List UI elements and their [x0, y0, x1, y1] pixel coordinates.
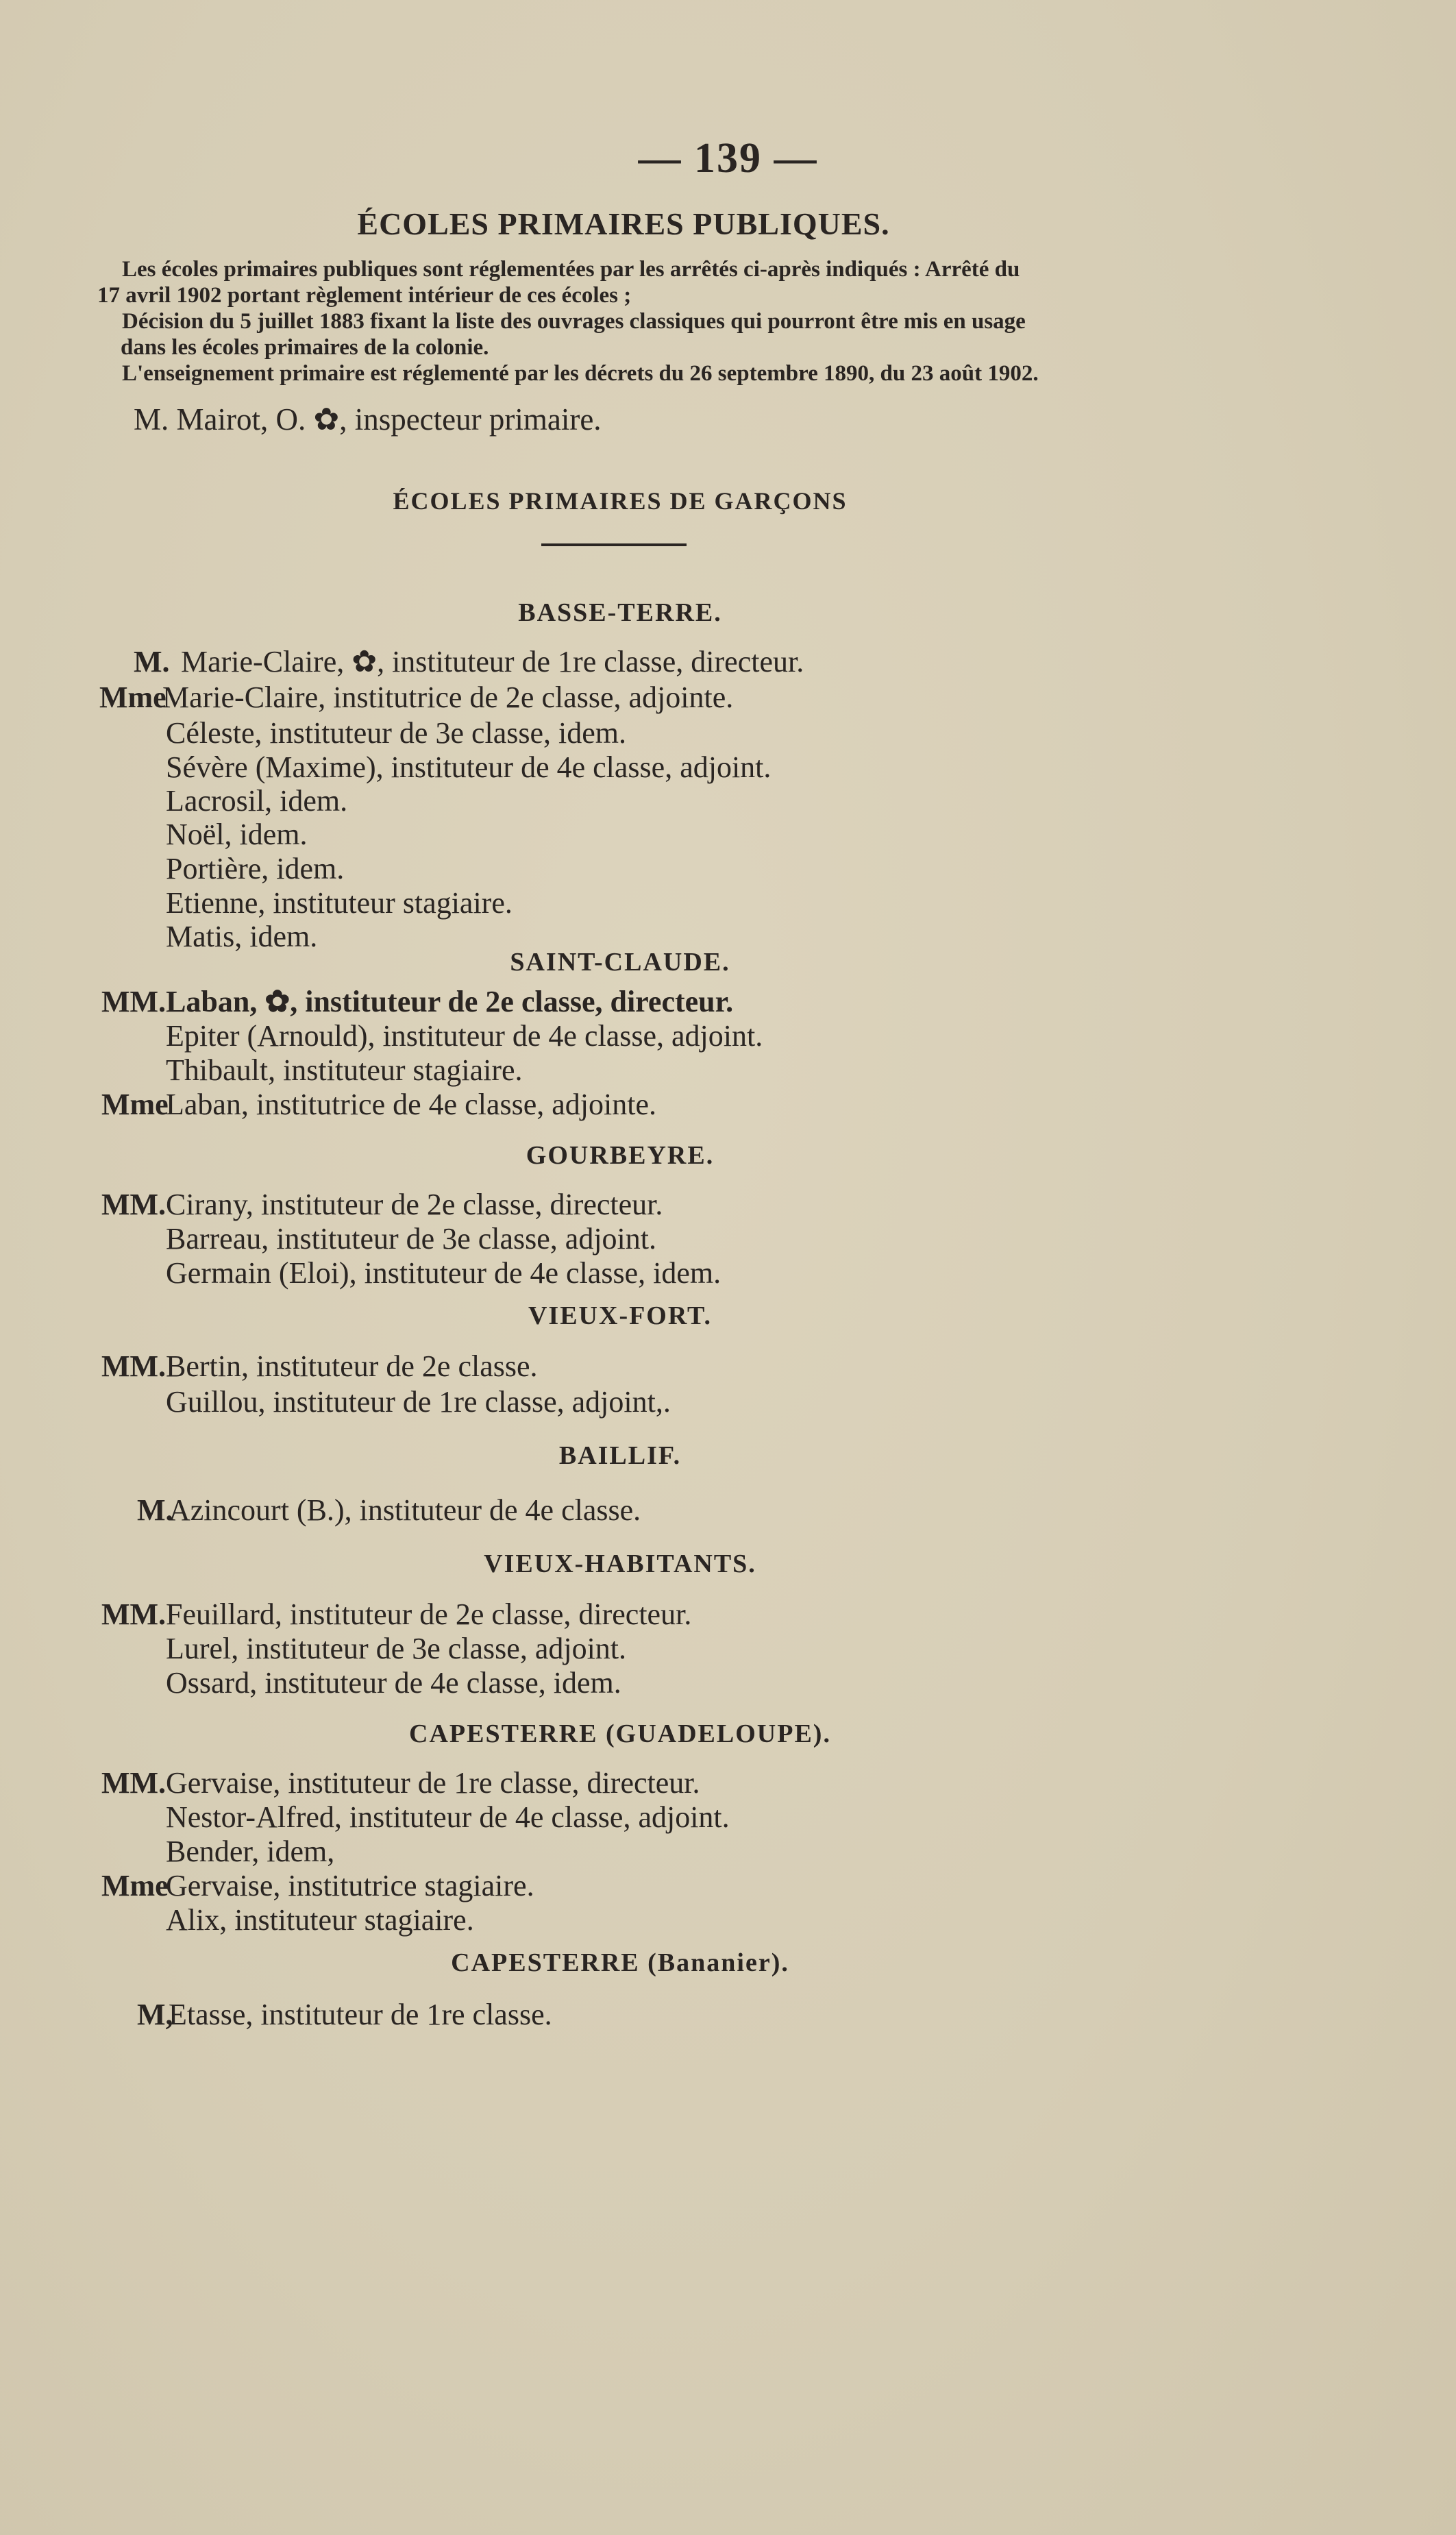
staff-entry: Ossard, instituteur de 4e classe, idem.: [166, 1666, 621, 1700]
staff-entry: Thibault, instituteur stagiaire.: [166, 1053, 523, 1087]
staff-entry: Laban, institutrice de 4e classe, adjointe.: [166, 1088, 656, 1121]
staff-entry: Cirany, instituteur de 2e classe, directeur.: [166, 1188, 663, 1221]
intro-line: 17 avril 1902 portant règlement intérieur de ces écoles ;: [97, 283, 632, 308]
title-prefix: M.: [134, 645, 170, 678]
staff-line: [101, 1765, 700, 1801]
town-heading: CAPESTERRE (Bananier).: [451, 1948, 789, 1977]
staff-entry: Céleste, instituteur de 3e classe, idem.: [166, 716, 627, 750]
staff-entry: Feuillard, instituteur de 2e classe, directeur.: [166, 1597, 692, 1631]
staff-line: [101, 1597, 691, 1632]
staff-line: [137, 1493, 641, 1528]
intro-paragraph: [97, 256, 1157, 387]
page-number: — 139 —: [638, 135, 818, 182]
staff-entry: Marie-Claire, institutrice de 2e classe, adjointe.: [162, 681, 734, 714]
staff-line: [101, 1087, 656, 1123]
town-heading: GOURBEYRE.: [526, 1141, 715, 1170]
staff-entry: Gervaise, institutrice stagiaire.: [166, 1869, 534, 1902]
intro-line: Les écoles primaires publiques sont réglementées par les arrêtés ci-après indiqués : Arrêté du: [122, 257, 1020, 282]
staff-line: [101, 984, 733, 1020]
title-prefix: MM.: [101, 1349, 166, 1383]
section-heading: ÉCOLES PRIMAIRES DE GARÇONS: [393, 487, 848, 515]
staff-entry: Nestor-Alfred, instituteur de 4e classe, adjoint.: [166, 1800, 730, 1834]
staff-entry: Bender, idem,: [166, 1835, 335, 1868]
staff-line: [101, 1349, 538, 1384]
staff-line: [101, 1187, 663, 1223]
intro-line: dans les écoles primaires de la colonie.: [121, 335, 489, 360]
staff-entry: Lurel, instituteur de 3e classe, adjoint.: [166, 1632, 627, 1665]
title-prefix: M,: [137, 1998, 173, 2031]
staff-entry: Gervaise, instituteur de 1re classe, directeur.: [166, 1766, 700, 1800]
staff-entry: Germain (Eloi), instituteur de 4e classe, idem.: [166, 1256, 721, 1290]
staff-entry: Barreau, instituteur de 3e classe, adjoint.: [166, 1222, 656, 1256]
title-prefix: Mme: [101, 1088, 169, 1121]
intro-line: L'enseignement primaire est réglementé par les décrets du 26 septembre 1890, du 23 août 1902.: [122, 361, 1039, 386]
staff-entry: Lacrosil, idem.: [166, 784, 348, 818]
town-heading: VIEUX-HABITANTS.: [484, 1550, 756, 1578]
staff-entry: Guillou, instituteur de 1re classe, adjoint,.: [166, 1385, 671, 1419]
town-heading: VIEUX-FORT.: [528, 1301, 713, 1330]
staff-line: [134, 644, 804, 680]
section-divider: [541, 543, 687, 546]
staff-entry: Laban, ✿, instituteur de 2e classe, directeur.: [166, 985, 734, 1018]
staff-entry: Etasse, instituteur de 1re classe.: [169, 1998, 552, 2031]
staff-entry: Azincourt (B.), instituteur de 4e classe.: [169, 1493, 641, 1527]
title-prefix: MM.: [101, 1766, 166, 1800]
title-prefix: MM.: [101, 1188, 166, 1221]
town-heading: SAINT-CLAUDE.: [510, 948, 730, 977]
staff-line: [101, 1868, 534, 1904]
town-heading: BAILLIF.: [558, 1441, 682, 1470]
staff-entry: Matis, idem.: [166, 920, 318, 953]
staff-entry: Alix, instituteur stagiaire.: [166, 1903, 474, 1937]
staff-entry: Marie-Claire, ✿, instituteur de 1re classe, directeur.: [181, 645, 804, 678]
staff-entry: Bertin, instituteur de 2e classe.: [166, 1349, 538, 1383]
title-prefix: Mme: [101, 1869, 169, 1902]
town-heading: BASSE-TERRE.: [518, 598, 722, 627]
intro-line: Décision du 5 juillet 1883 fixant la liste des ouvrages classiques qui pourront être mis en usage: [122, 309, 1026, 334]
staff-entry: Epiter (Arnould), instituteur de 4e classe, adjoint.: [166, 1019, 763, 1053]
inspector-line: M. Mairot, O. ✿, inspecteur primaire.: [134, 402, 602, 437]
staff-entry: Noël, idem.: [166, 818, 308, 851]
staff-entry: Sévère (Maxime), instituteur de 4e classe, adjoint.: [166, 750, 772, 784]
staff-entry: Etienne, instituteur stagiaire.: [166, 886, 513, 920]
page-title: ÉCOLES PRIMAIRES PUBLIQUES.: [357, 206, 890, 241]
title-prefix: M.: [137, 1493, 173, 1527]
title-prefix: MM.: [101, 985, 166, 1018]
staff-line: [99, 680, 733, 715]
staff-line: [137, 1997, 552, 2033]
town-heading: CAPESTERRE (GUADELOUPE).: [409, 1719, 831, 1748]
staff-entry: Portière, idem.: [166, 852, 345, 885]
title-prefix: Mme: [99, 681, 166, 714]
title-prefix: MM.: [101, 1597, 166, 1631]
